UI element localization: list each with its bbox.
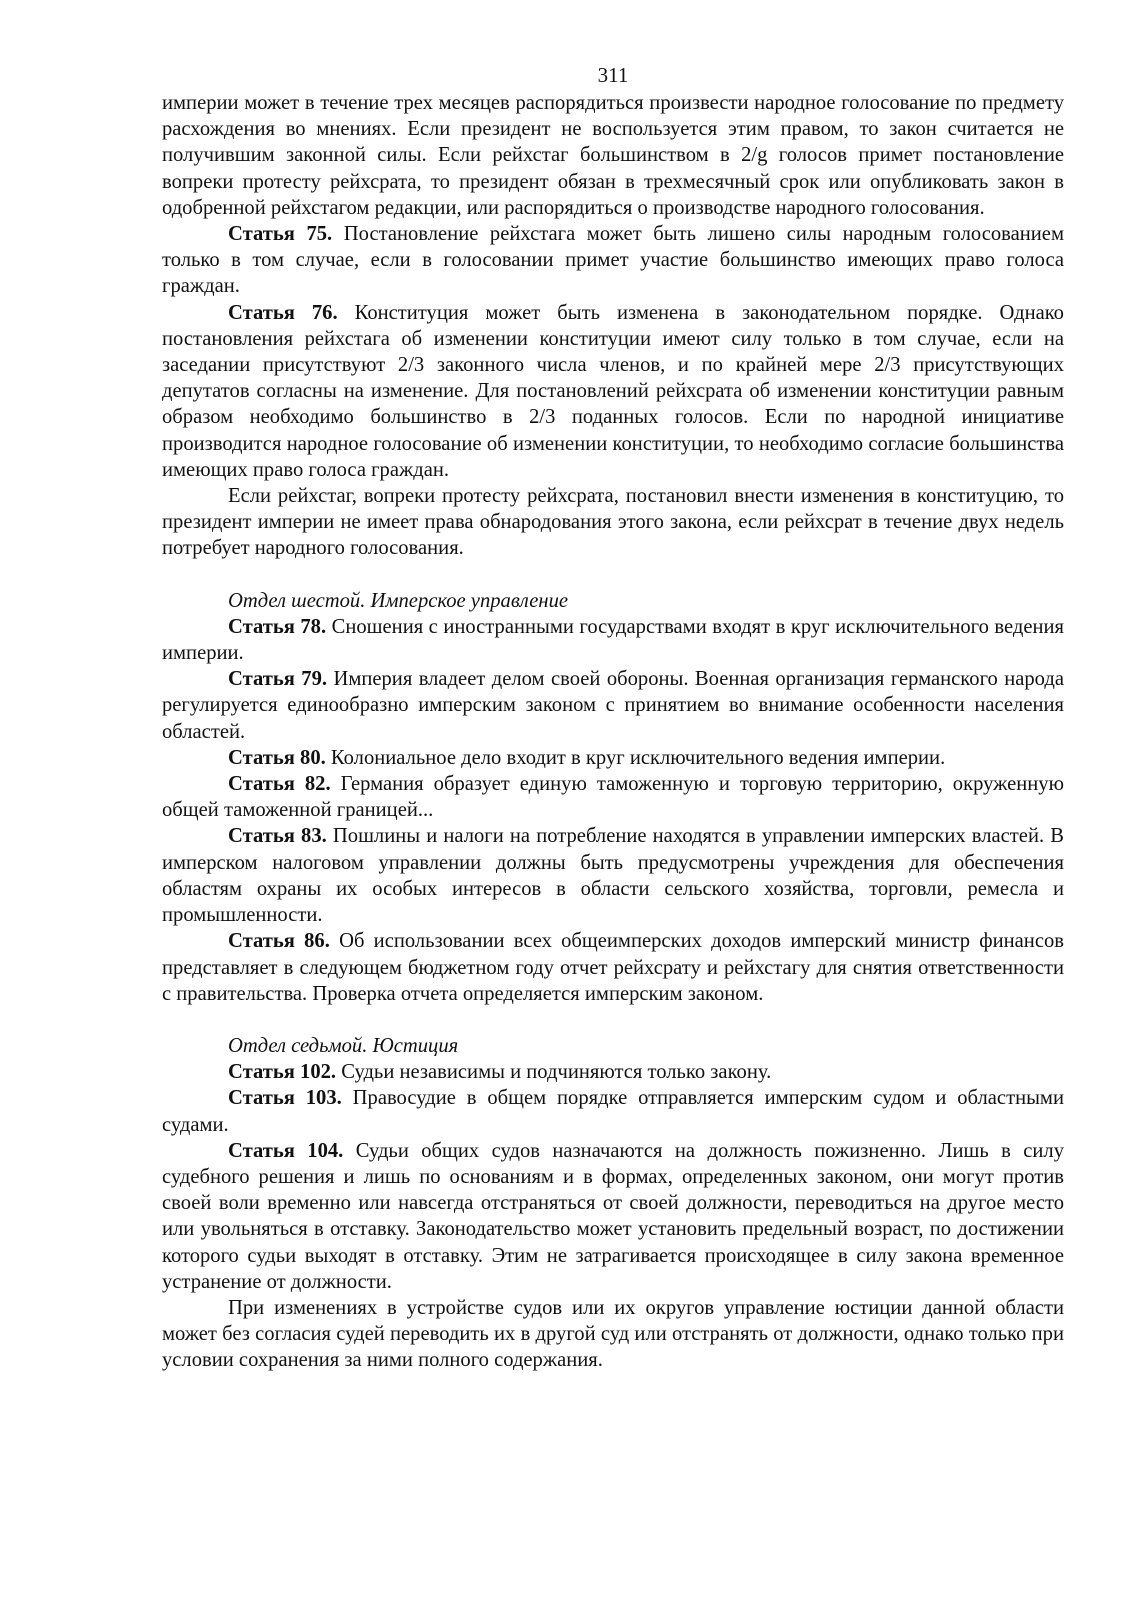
paragraph-text: Пошлины и налоги на потребление находятся в управлении имперских властей. В имперском налоговом управлении должны быть предусмотрены учреждения для обеспечения областям охраны их особых интересов в области сельского хозяйства, торговли, ремесла и промышленности. [162, 825, 1064, 927]
article-paragraph [162, 771, 1064, 823]
paragraph [162, 483, 1064, 562]
article-number: Статья 83. [228, 825, 327, 848]
paragraph-text: Империя владеет делом своей обороны. Военная организация германского народа регулируется единообразно имперским законом с принятием во внимание особенности населения областей. [162, 668, 1064, 743]
article-paragraph [162, 823, 1064, 928]
document-body [162, 90, 1064, 1374]
article-number: Статья 103. [228, 1087, 342, 1110]
paragraph-text: Судьи общих судов назначаются на должность пожизненно. Лишь в силу судебного решения и лишь по основаниям и в формах, определенных законом, они могут против своей воли временно или навсегда отстраняться от своей должности, переводиться на другое место или увольняться в отставку. Законодательство может установить предельный возраст, по достижении которого судьи выходят в отставку. Этим не затрагивается происходящее в силу закона временное устранение от должности. [162, 1139, 1064, 1293]
section-heading: Отдел седьмой. Юстиция [228, 1034, 459, 1057]
page-number: 311 [597, 63, 629, 87]
paragraph-text: империи может в течение трех месяцев распорядиться произвести народное голосование по предмету расхождения во мнениях. Если президент не воспользуется этим правом, то закон считается не получившим законной силы. Если рейхстаг большинством в 2/g голосов примет постановление вопреки протесту рейхсрата, то президент обязан в трехмесячный срок или опубликовать закон в одобренной рейхстагом редакции, или распорядиться о производстве народного голосования. [162, 92, 1064, 219]
article-number: Статья 80. [228, 746, 326, 769]
paragraph-text: Правосудие в общем порядке отправляется имперским судом и областными судами. [162, 1087, 1064, 1136]
article-paragraph [162, 221, 1064, 300]
paragraph-text: Постановление рейхстага может быть лишено силы народным голосованием только в том случае, если в голосовании примет участие большинство имеющих право голоса граждан. [162, 223, 1064, 298]
article-number: Статья 102. [228, 1061, 337, 1084]
paragraph-text: Сношения с иностранными государствами входят в круг исключительного ведения империи. [162, 615, 1064, 665]
article-paragraph [162, 928, 1064, 1007]
article-number: Статья 104. [228, 1139, 344, 1162]
paragraph [162, 90, 1064, 221]
paragraph [162, 1295, 1064, 1374]
article-number: Статья 86. [228, 930, 330, 953]
article-paragraph [162, 1138, 1064, 1295]
document-page [162, 62, 1064, 1374]
article-paragraph [162, 1059, 1064, 1085]
article-number: Статья 82. [228, 773, 331, 796]
paragraph-text: Конституция может быть изменена в законодательном порядке. Однако постановления рейхстага об изменении конституции имеют силу только в том случае, если на заседании присутствуют 2/3 законного числа членов, и по крайней мере 2/3 присутствующих депутатов согласны на изменение. Для постановлений рейхсрата об изменении конституции равным образом необходимо большинство в 2/3 поданных голосов. Если по народной инициативе производится народное голосование об изменении конституции, то необходимо согласие большинства имеющих право голоса граждан. [162, 301, 1064, 481]
section-heading: Отдел шестой. Имперское управление [228, 589, 569, 612]
paragraph-text: При изменениях в устройстве судов или их округов управление юстиции данной области может без согласия судей переводить их в другой суд или отстранять от должности, однако только при условии сохранения за ними полного содержания. [162, 1296, 1064, 1372]
paragraph-text: Если рейхстаг, вопреки протесту рейхсрата, постановил внести изменения в конституцию, то президент империи не имеет права обнародования этого закона, если рейхсрат в течение двух недель потребует народного голосования. [162, 485, 1064, 560]
paragraph-text: Судьи независимы и подчиняются только закону. [336, 1061, 772, 1084]
article-number: Статья 75. [228, 223, 333, 246]
article-paragraph [162, 300, 1064, 483]
article-paragraph [162, 745, 1064, 771]
paragraph-text: Об использовании всех общеимперских доходов имперский министр финансов представляет в следующем бюджетном году отчет рейхсрату и рейхстагу для снятия ответственности с правительства. Проверка отчета определяется имперским законом. [162, 930, 1064, 1005]
article-number: Статья 76. [228, 301, 338, 324]
article-number: Статья 79. [228, 668, 328, 691]
article-paragraph [162, 1085, 1064, 1137]
article-paragraph [162, 666, 1064, 745]
paragraph-text: Колониальное дело входит в круг исключительного ведения империи. [325, 746, 946, 769]
article-number: Статья 78. [228, 615, 327, 638]
paragraph-text: Германия образует единую таможенную и торговую территорию, окруженную общей таможенной границей... [162, 773, 1064, 822]
article-paragraph [162, 614, 1064, 666]
